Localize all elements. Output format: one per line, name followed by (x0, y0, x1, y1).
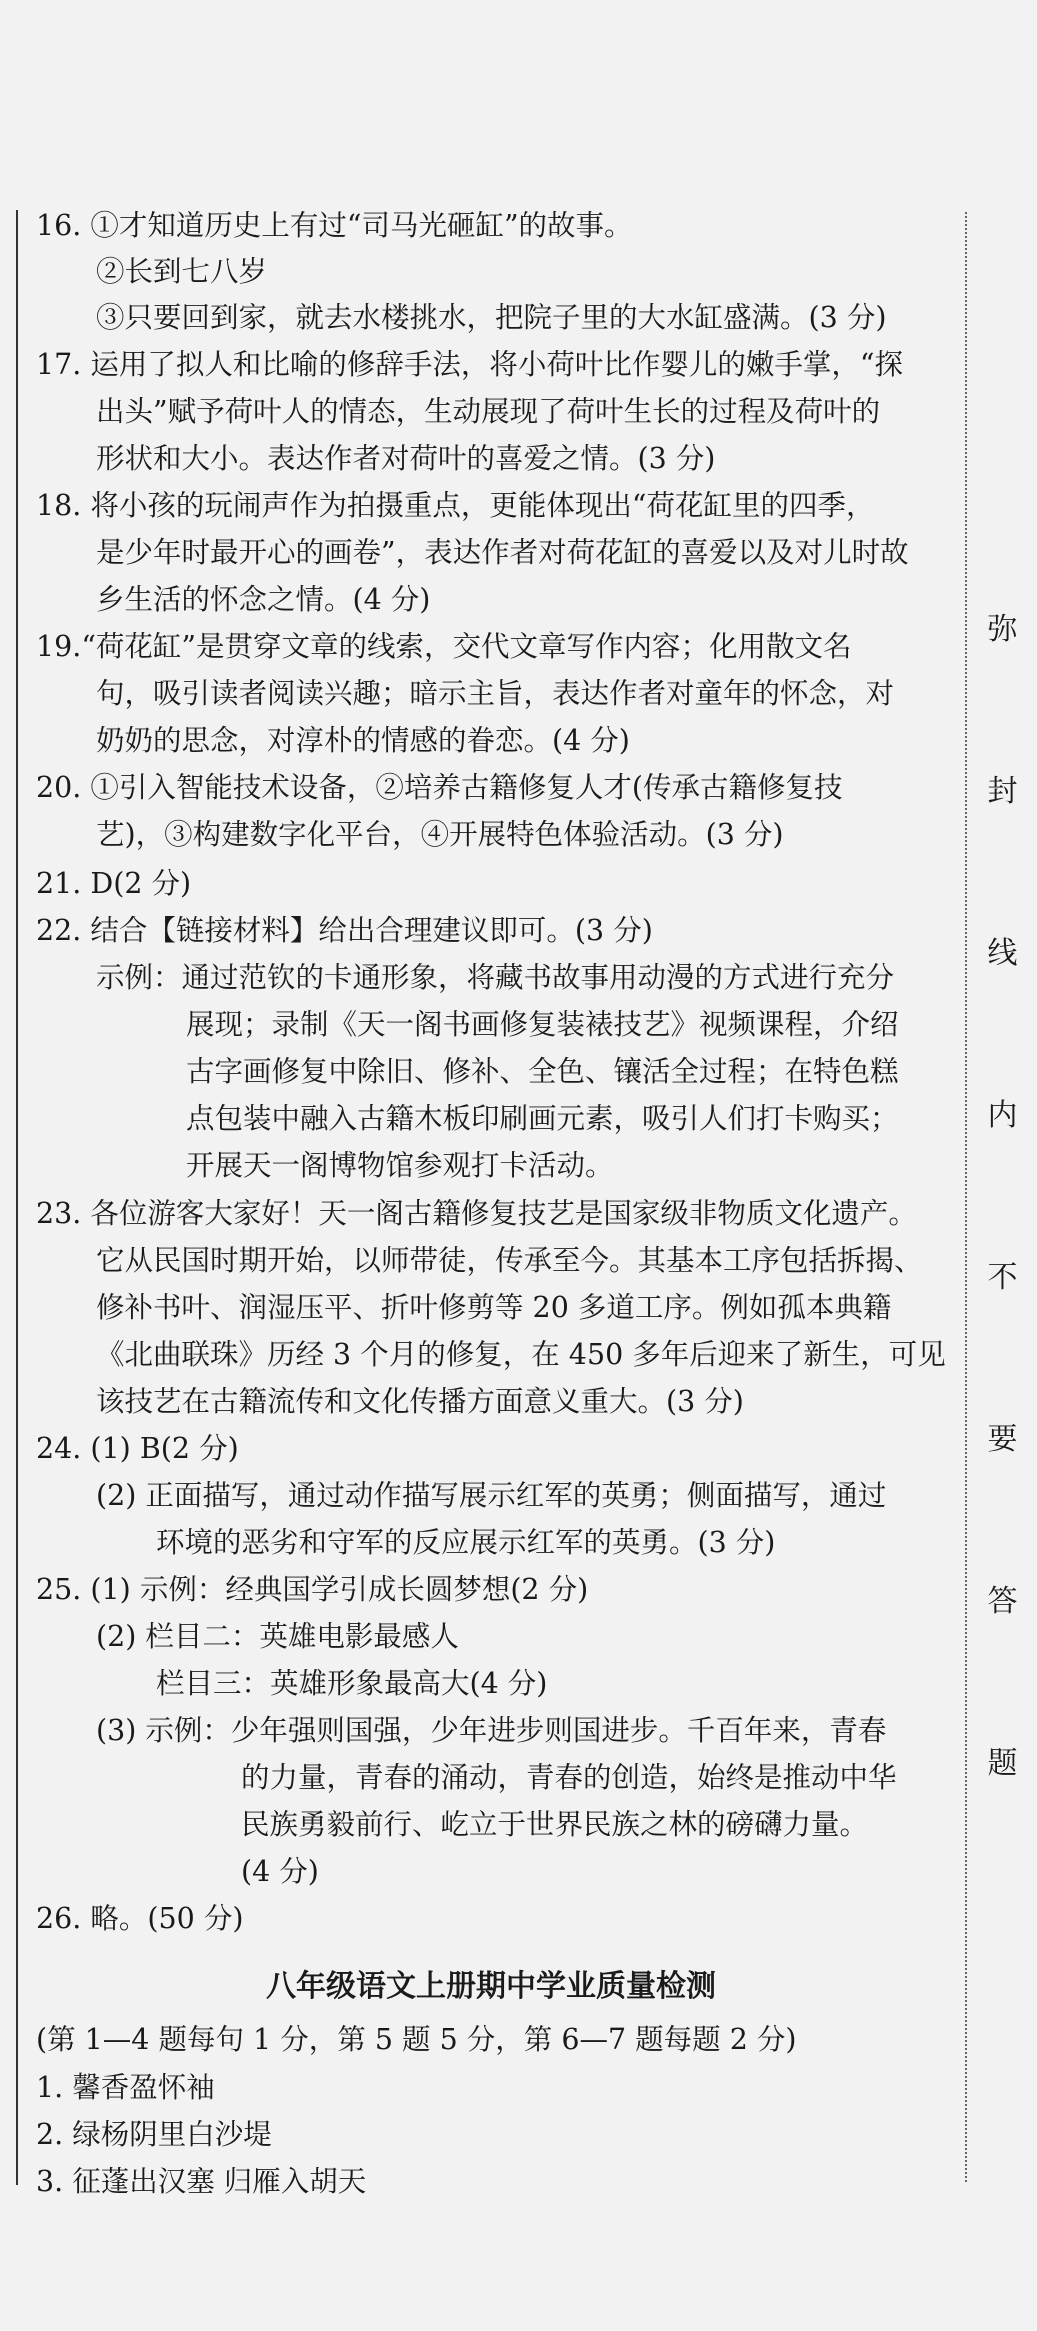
answer-line: 示例：通过范钦的卡通形象，将藏书故事用动漫的方式进行充分 (96, 961, 895, 994)
section-title: 八年级语文上册期中学业质量检测 (266, 1969, 716, 2004)
seal-line-char: 答 (968, 1584, 1037, 1620)
answer-line: 20. ①引入智能技术设备，②培养古籍修复人才(传承古籍修复技 (36, 771, 843, 804)
answer-line: 奶奶的思念，对淳朴的情感的眷恋。(4 分) (96, 724, 630, 757)
answer-line: 22. 结合【链接材料】给出合理建议即可。(3 分) (36, 914, 653, 947)
seal-line-char: 要 (968, 1422, 1037, 1458)
answer-line: 26. 略。(50 分) (36, 1902, 244, 1935)
seal-line-dotted (965, 212, 967, 2182)
answer-line: 23. 各位游客大家好！天一阁古籍修复技艺是国家级非物质文化遗产。 (36, 1197, 917, 1230)
answer-line: 21. D(2 分) (36, 867, 192, 900)
answer-line: 19.“荷花缸”是贯穿文章的线索，交代文章写作内容；化用散文名 (36, 630, 852, 663)
answer-line: ③只要回到家，就去水楼挑水，把院子里的大水缸盛满。(3 分) (96, 301, 887, 334)
answer-line: 3. 征蓬出汉塞 归雁入胡天 (36, 2165, 367, 2198)
answer-line: (4 分) (241, 1855, 319, 1888)
answer-line: 25. (1) 示例：经典国学引成长圆梦想(2 分) (36, 1573, 589, 1606)
answer-line: 乡生活的怀念之情。(4 分) (96, 583, 431, 616)
answer-line: 它从民国时期开始，以师带徒，传承至今。其基本工序包括拆揭、 (96, 1244, 923, 1277)
seal-line-char: 弥 (968, 612, 1037, 648)
answer-line: 艺)，③构建数字化平台，④开展特色体验活动。(3 分) (96, 818, 784, 851)
seal-line-char: 内 (968, 1098, 1037, 1134)
answer-line: 的力量，青春的涌动，青春的创造，始终是推动中华 (241, 1761, 897, 1794)
answer-line: 民族勇毅前行、屹立于世界民族之林的磅礴力量。 (241, 1808, 869, 1841)
answer-line: 18. 将小孩的玩闹声作为拍摄重点，更能体现出“荷花缸里的四季， (36, 489, 875, 522)
answer-line: 1. 馨香盈怀袖 (36, 2071, 215, 2104)
answer-line: 17. 运用了拟人和比喻的修辞手法，将小荷叶比作婴儿的嫩手掌，“探 (36, 348, 903, 381)
answer-line: 是少年时最开心的画卷”，表达作者对荷花缸的喜爱以及对儿时故 (96, 536, 909, 569)
answer-line: 古字画修复中除旧、修补、全色、镶活全过程；在特色糕 (186, 1055, 899, 1088)
answer-line: 形状和大小。表达作者对荷叶的喜爱之情。(3 分) (96, 442, 716, 475)
answer-line: 2. 绿杨阴里白沙堤 (36, 2118, 272, 2151)
answer-line: 环境的恶劣和守军的反应展示红军的英勇。(3 分) (156, 1526, 776, 1559)
answer-line: (3) 示例：少年强则国强，少年进步则国进步。千百年来，青春 (96, 1714, 887, 1747)
answer-line: 24. (1) B(2 分) (36, 1432, 239, 1465)
top-blank-area (0, 0, 1037, 200)
answer-line: (2) 正面描写，通过动作描写展示红军的英勇；侧面描写，通过 (96, 1479, 887, 1512)
answer-line: (第 1—4 题每句 1 分，第 5 题 5 分，第 6—7 题每题 2 分) (36, 2023, 797, 2056)
left-margin-rule (16, 210, 18, 2185)
seal-line-char: 封 (968, 774, 1037, 810)
seal-line-char: 不 (968, 1260, 1037, 1296)
answer-line: ②长到七八岁 (96, 255, 268, 288)
answer-line: 该技艺在古籍流传和文化传播方面意义重大。(3 分) (96, 1385, 744, 1418)
answer-line: 出头”赋予荷叶人的情态，生动展现了荷叶生长的过程及荷叶的 (96, 395, 881, 428)
answer-line: 修补书叶、润湿压平、折叶修剪等 20 多道工序。例如孤本典籍 (96, 1291, 892, 1324)
answer-line: 展现；录制《天一阁书画修复装裱技艺》视频课程，介绍 (186, 1008, 899, 1041)
answer-line: 栏目三：英雄形象最高大(4 分) (156, 1667, 548, 1700)
seal-line-char: 题 (968, 1746, 1037, 1782)
seal-line-notice (968, 0, 1037, 2331)
answer-line: 句，吸引读者阅读兴趣；暗示主旨，表达作者对童年的怀念，对 (96, 677, 895, 710)
answer-line: 《北曲联珠》历经 3 个月的修复，在 450 多年后迎来了新生，可见 (96, 1338, 946, 1371)
seal-line-char: 线 (968, 936, 1037, 972)
answer-line: (2) 栏目二：英雄电影最感人 (96, 1620, 459, 1653)
answer-line: 点包装中融入古籍木板印刷画元素，吸引人们打卡购买； (186, 1102, 899, 1135)
answer-line: 开展天一阁博物馆参观打卡活动。 (186, 1149, 614, 1182)
answer-line: 16. ①才知道历史上有过“司马光砸缸”的故事。 (36, 209, 633, 242)
